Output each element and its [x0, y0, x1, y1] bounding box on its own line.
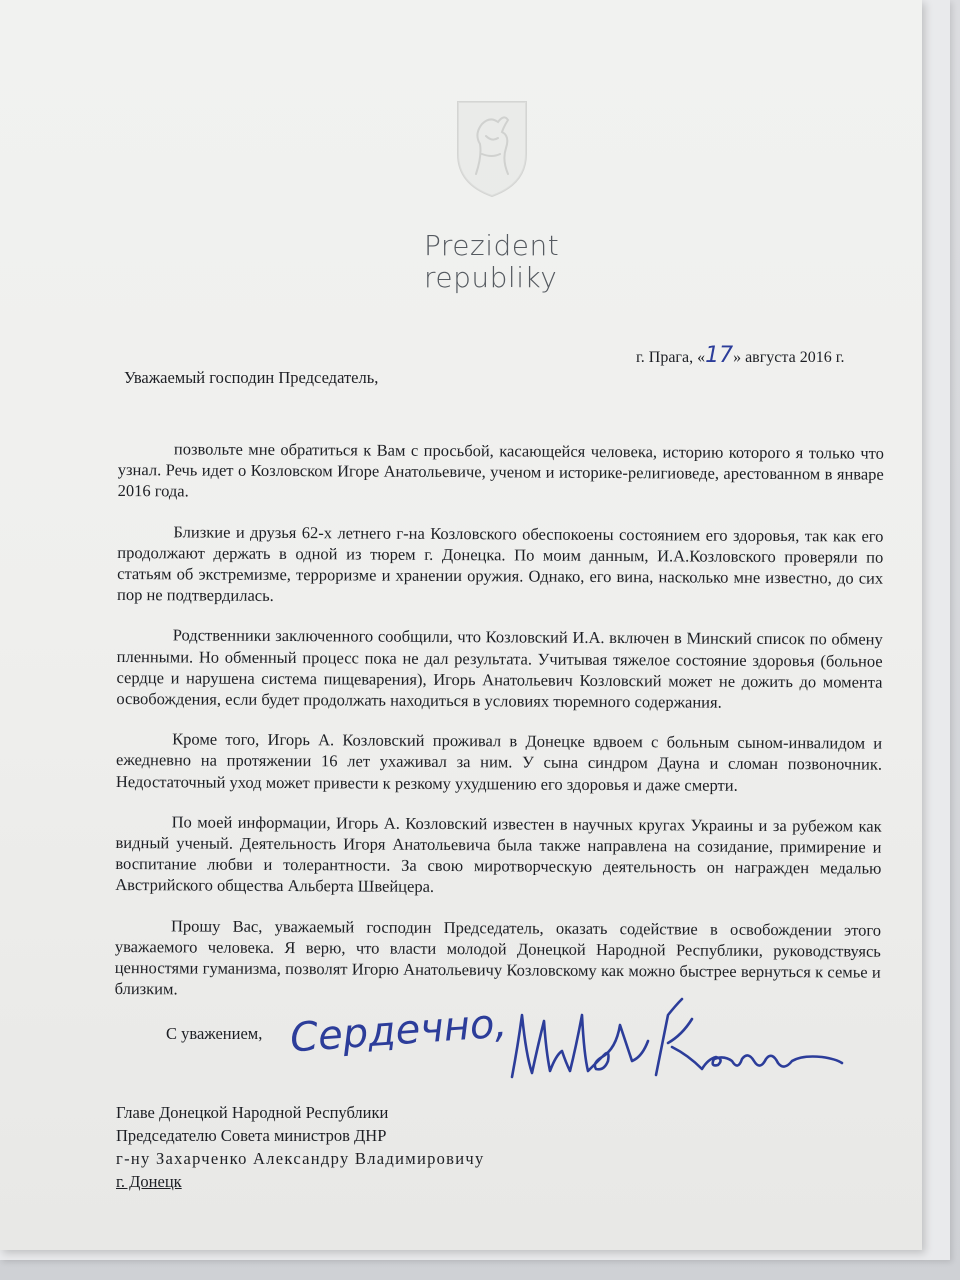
date-line [636, 343, 844, 368]
paragraph: Кроме того, Игорь А. Козловский проживал в Донецке вдвоем с больным сыном-инвалидом и ежедневно на протяжении 16 лет ухаживал за ним. У сына синдром Дауна и сломан позвоночник. Недостаточный уход может привести к резкому ухудшению его здоровья и даже смерти. [115, 729, 883, 795]
letterhead-title [424, 230, 559, 294]
addressee-line1: Главе Донецкой Народной Республики [116, 1103, 389, 1122]
addressee-city: г. Донецк [116, 1172, 182, 1191]
letterhead-title-line2: republiky [424, 261, 558, 294]
czech-lion-coat-of-arms-icon [452, 96, 532, 200]
date-day-handwritten: 17 [705, 343, 734, 368]
paragraph: Прошу Вас, уважаемый господин Председатель, оказать содействие в освобождении этого уважаемого человека. Я верю, что власти молодой Донецкой Народной Республики, руководствуясь ценностями гуманизма, позволят Игорю Анатольевичу Козловскому как можно быстрее вернуться к семье и близким. [114, 915, 882, 999]
letterhead-title-line1: Prezident [424, 229, 560, 262]
letter-body [114, 438, 884, 1023]
salutation: Уважаемый господин Председатель, [124, 368, 379, 387]
paragraph: Близкие и друзья 62-х летнего г-на Козловского обеспокоены состоянием его здоровья, так как его продолжают держать в одной из тюрем г. Донецка. По моим данным, И.А.Козловского проверяли по статьям об экстремизме, терроризме и хранении оружия. Однако, его вина, насколько мне известно, до сих пор не подтвердилась. [116, 521, 884, 606]
handwritten-signature-icon [492, 985, 852, 1095]
date-suffix: » августа 2016 г. [733, 349, 845, 366]
handwritten-closing: Сердечно, [288, 1000, 509, 1062]
addressee-block [116, 1101, 485, 1193]
addressee-name: г-ну Захарченко Александру Владимировичу [116, 1149, 485, 1168]
date-prefix: г. Прага, « [636, 349, 706, 366]
paragraph: позвольте мне обратиться к Вам с просьбой, касающейся человека, историю которого я только что узнал. Речь идет о Козловском Игоре Анатольевиче, ученом и историке-религиоведе, арестованном в январе 2016 года. [117, 439, 884, 501]
addressee-line2: Председателю Совета министров ДНР [116, 1126, 387, 1145]
paragraph: По моей информации, Игорь А. Козловский известен в научных кругах Украины и за рубежом как видный ученый. Деятельность Игоря Анатольевича была также направлена на созидание, примирение и воспитание любви и толерантности. За свою миротворческую деятельность он награжден медалью Австрийского общества Альберта Швейцера. [115, 812, 882, 897]
paragraph: Родственники заключенного сообщили, что Козловский И.А. включен в Минский список по обмену пленными. Но обменный процесс пока не дал результата. Учитывая тяжелое состояние здоровья (больное сердце и нарушена система пищеварения), Игорь Анатольевич Козловский может не дожить до момента освобождения, если будет продолжать находиться в условиях тюремного содержания. [116, 625, 883, 712]
closing: С уважением, [166, 1024, 263, 1043]
